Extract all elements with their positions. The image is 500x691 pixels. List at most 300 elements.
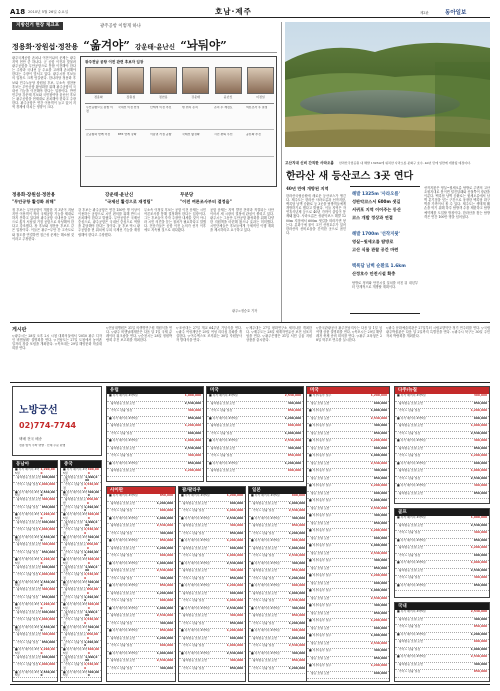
ad-price: 399,000: [373, 424, 387, 427]
ad-price: 2,540,000: [288, 599, 305, 602]
ad-price: 2,540,000: [156, 659, 173, 662]
chart-caption: 광주전남 공항 이전 관련 후보자 입장: [85, 60, 144, 64]
ad-listing: ■ 특가 패키지 4박5일 690,000: [61, 468, 101, 476]
ad-listing: ■ 특가 패키지 4박5일 2,540,000: [13, 626, 57, 634]
ad-price: 1,290,000: [40, 648, 55, 655]
ad-price: 1,290,000: [156, 636, 173, 640]
ad-price: 690,000: [373, 626, 387, 630]
ad-listing: · 가이드 관광 일정 2,540,000: [395, 432, 489, 440]
ad-listing: ■ 특가 패키지 4박5일 2,540,000: [13, 491, 57, 499]
ad-price: 1,990,000: [38, 528, 55, 531]
ad-listing: · 항공 호텔 포함 690,000: [307, 492, 389, 500]
candidate-name: 장원섭: [126, 95, 136, 99]
ad-listing: · 왕복항공 호텔 포함 859,000: [395, 492, 489, 500]
ad-listing: · 왕복항공 호텔 포함 1,990,000: [61, 611, 101, 619]
ad-price: 2,540,000: [370, 416, 387, 420]
ad-listing: ■ 특가 패키지 4박5일 859,000: [395, 539, 489, 547]
ad-listing: ■ 특가 패키지 4박5일 859,000: [107, 629, 175, 637]
ad-price: 690,000: [373, 446, 387, 450]
candidate-name: 강운태: [191, 95, 201, 99]
headline-rule: [12, 52, 277, 53]
noodle-brand: 노방궁선: [19, 405, 58, 416]
ad-price: 1,990,000: [156, 561, 173, 565]
ad-listing: · 항공 호텔 포함 2,540,000: [307, 552, 389, 560]
ad-listing: · 항공 호텔 포함 690,000: [307, 582, 389, 590]
ad-listing: ■ 특가 패키지 4박5일 1,990,000: [107, 439, 203, 447]
ad-price: 690,000: [229, 501, 243, 505]
ad-listing: ■ 특가 패키지 4박5일 1,290,000: [179, 494, 245, 502]
point2: 해발 1700m '선작지왓': [352, 232, 400, 237]
ad-price: 859,000: [41, 640, 55, 644]
ad-listing: · 가이드 관광 일정 2,540,000: [395, 477, 489, 485]
ad-listing: · 왕복항공 호텔 포함 2,540,000: [107, 569, 175, 577]
ad-price: 1,290,000: [370, 664, 387, 667]
ad-listing: · 가이드 관광 일정 1,990,000: [395, 648, 489, 656]
ad-price: 690,000: [41, 655, 55, 659]
ad-listing: · 가이드 관광 일정 690,000: [395, 554, 489, 562]
ad-price: 2,540,000: [156, 614, 173, 617]
ad-listing: · 왕복항공 호텔 포함 2,540,000: [107, 402, 203, 410]
ad-price: 399,000: [41, 498, 55, 501]
candidate-name: 정찬용: [158, 95, 168, 99]
ad-price: 1,290,000: [156, 591, 173, 595]
ad-price: 399,000: [473, 439, 487, 442]
ad-listing: ■ 특가 패키지 4박5일 1,290,000: [13, 648, 57, 656]
ad-price: 690,000: [87, 558, 99, 565]
ad-listing: · 왕복항공 호텔 포함 1,990,000: [395, 469, 489, 477]
ad-listing: · 왕복항공 호텔 포함 1,990,000: [249, 547, 307, 555]
ad-price: 859,000: [291, 524, 305, 527]
ad-listing: · 왕복항공 호텔 포함 690,000: [179, 502, 245, 510]
ad-price: 399,000: [87, 535, 99, 543]
ad-price: 2,540,000: [40, 670, 55, 678]
ad-price: 399,000: [41, 588, 55, 591]
ad-listing: · 가이드 관광 일정 859,000: [179, 622, 245, 630]
ad-price: 399,000: [229, 659, 243, 662]
edition-label: 제2판: [420, 11, 429, 15]
ad-listing: · 항공 호텔 포함 2,540,000: [307, 642, 389, 650]
ad-price: 399,000: [159, 666, 173, 670]
ad-price: 690,000: [373, 581, 387, 585]
ad-listing: · 가이드 관광 일정 399,000: [107, 532, 175, 540]
ad-listing: · 가이드 관광 일정 399,000: [107, 622, 175, 630]
ad-listing: · 왕복항공 호텔 포함 1,990,000: [61, 521, 101, 529]
ad-price: 859,000: [373, 611, 387, 615]
ad-price: 1,290,000: [40, 468, 55, 475]
ad-listing: · 항공 호텔 포함 2,540,000: [307, 417, 389, 425]
ad-listing: · 왕복항공 호텔 포함 1,990,000: [249, 637, 307, 645]
ad-listing: · 왕복항공 호텔 포함 690,000: [395, 640, 489, 648]
ad-listing: · 가이드 관광 일정 1,290,000: [61, 596, 101, 604]
ad-price: 1,290,000: [40, 603, 55, 610]
photo-caption: 고산지대 신비 간직한 사라오름 한라산국립공원 내 해발 1325m에 위치한 사라오름 분화구 호수. 40년 만에 일반에 개방될 예정이다.: [285, 161, 471, 165]
ad-price: 859,000: [41, 505, 55, 509]
article1-body-col5: 공항 문제는 지역 발전 전략과 직결되는 사안이어서 새 시장의 결정에 관심이 쏠리고 있다. 광주시는 그동안 무안공항 활성화를 위해 다양한 지원책을 마련해 왔으나 효과는 미미했다. 시민단체들은 후보들에게 구체적인 이행 계획을 제시하라고 요구하고 있다.: [210, 208, 274, 233]
ad-price: 1,990,000: [370, 454, 387, 457]
ad-price: 399,000: [159, 621, 173, 625]
ad-listing: · 가이드 관광 일정 399,000: [107, 667, 175, 675]
ad-price: 399,000: [187, 409, 201, 412]
ad-price: 399,000: [87, 625, 99, 633]
ad-price: 1,290,000: [84, 640, 99, 648]
ad-listing: ■ 특가 패키지 4박5일 690,000: [249, 629, 307, 637]
ad-listing: · 왕복항공 호텔 포함 859,000: [61, 633, 101, 641]
ad-listing: · 가이드 관광 일정 399,000: [107, 577, 175, 585]
ad-listing: ■ 특가 패키지 4박5일 2,540,000: [179, 517, 245, 525]
ad-price: 1,990,000: [370, 409, 387, 412]
travel-ad-block: [12, 460, 58, 682]
main-headline: [12, 34, 274, 53]
ad-price: 859,000: [229, 576, 243, 580]
ad-price: 1,990,000: [284, 431, 301, 435]
ad-listing: ■ 특가 패키지 4박5일 1,290,000: [179, 539, 245, 547]
ad-listing: · 왕복항공 호텔 포함 690,000: [13, 656, 57, 664]
ad-listing: ■ 특가 패키지 4박5일 399,000: [395, 394, 489, 402]
ad-listing: · 가이드 관광 일정 859,000: [395, 625, 489, 633]
travel-ad-block: [306, 386, 390, 682]
ad-price: 399,000: [373, 559, 387, 562]
notice-col4: ▽제주대는 27일 평화연구소 세미나를 개최한다. ▽제주도는 28일 세계자연유산 보전 심포지엄을 연다. ▽광주은행은 31일 서민 금융 지원 상품을 출시한다.: [246, 326, 312, 343]
candidate-portrait: [85, 67, 112, 94]
headline-quote2: “놔둬야”: [180, 38, 227, 52]
ad-price: 1,290,000: [370, 619, 387, 622]
ad-price: 859,000: [473, 538, 487, 542]
ad-price: 399,000: [473, 662, 487, 666]
ad-listing: · 왕복항공 호텔 포함 399,000: [179, 569, 245, 577]
ad-listing: ■ 특가 패키지 4박5일 399,000: [61, 581, 101, 589]
ad-price: 859,000: [86, 498, 99, 505]
ad-listing: ■ 특가 패키지 4박5일 859,000: [107, 494, 175, 502]
ad-listing: ■ 특가 패키지 4박5일 2,540,000: [179, 607, 245, 615]
ad-price: 690,000: [87, 603, 99, 610]
ad-listing: ■ 특가 패키지 4박5일 690,000: [249, 584, 307, 592]
ad-listing: ■ 특가 패키지 4박5일 1,290,000: [207, 462, 303, 470]
ad-price: 1,290,000: [284, 461, 301, 465]
ad-listing: · 왕복항공 호텔 포함 1,990,000: [395, 424, 489, 432]
ad-listing: ■ 특가 패키지 4박5일 1,990,000: [107, 394, 203, 402]
ad-listing: · 왕복항공 호텔 포함 399,000: [395, 618, 489, 626]
ad-listing: · 항공 호텔 포함 859,000: [307, 477, 389, 485]
notice-col3: ▽조선대는 27일 개교 64주년 기념식을 연다. ▽광주 여성재단은 29일 여성 리더십 강좌를 개설한다. ▽여수엑스포 조직위는 30일 자원봉사자 발대식을 연다.: [176, 326, 242, 343]
ad-listing: · 가이드 관광 일정 399,000: [107, 454, 203, 462]
ad-listing: ■ 특가 패키지 4박5일 2,540,000: [207, 439, 303, 447]
ad-listing: · 왕복항공 호텔 포함 399,000: [13, 543, 57, 551]
ad-price: 690,000: [41, 610, 55, 614]
ad-listing: ■ 서부/동부 일주 1,290,000: [307, 574, 389, 582]
ad-block-title: 골프: [395, 509, 489, 516]
point2b: 영실~윗세오름 탐방로: [352, 239, 394, 244]
ad-listing: ■ 특가 패키지 4박5일 859,000: [107, 462, 203, 470]
ad-price: 1,290,000: [40, 513, 55, 520]
ad-price: 1,290,000: [288, 621, 305, 625]
ad-listing: ■ 특가 패키지 4박5일 1,290,000: [207, 417, 303, 425]
ad-price: 1,990,000: [184, 394, 201, 397]
ad-price: 859,000: [229, 666, 243, 670]
ad-price: 690,000: [87, 468, 99, 475]
candidate-portrait: [117, 67, 144, 94]
article2-body-col2: 선작지왓은 영실~윗세오름 탐방로 주변의 고산 초원지대로 봄이면 털진달래와 산철쭉이 장관을 이룬다. 백록담 남벽 순환로는 윗세오름에서 남벽 분기점을 잇는 구간으로 웅장한 백록담 화구벽을 가까이서 볼 수 있다. 제주도는 생태계 훼손을 막기 위해 하루 탐방객 수를 제한하고 탐방 예약제를 도입할 방침이다. 한라산을 찾는 탐방객은 연간 100만 명을 넘어섰다.: [424, 186, 490, 219]
ad-listing: · 가이드 관광 일정 1,290,000: [395, 454, 489, 462]
ad-listing: · 왕복항공 호텔 포함 859,000: [249, 614, 307, 622]
ad-listing: ■ 서부/동부 일주 1,290,000: [307, 394, 389, 402]
ad-price: 2,540,000: [370, 596, 387, 600]
ad-price: 690,000: [87, 513, 99, 520]
ad-listing: · 가이드 관광 일정 859,000: [13, 596, 57, 604]
ad-listing: · 왕복항공 호텔 포함 1,290,000: [107, 502, 175, 510]
ad-listing: · 가이드 관광 일정 690,000: [107, 599, 175, 607]
ad-price: 1,290,000: [40, 558, 55, 565]
ad-price: 690,000: [229, 546, 243, 550]
ad-price: 690,000: [41, 565, 55, 569]
ad-price: 2,540,000: [184, 401, 201, 405]
ad-price: 399,000: [229, 614, 243, 617]
travel-ad-block: [394, 508, 490, 598]
ad-listing: · 왕복항공 호텔 포함 399,000: [13, 498, 57, 506]
ad-price: 1,990,000: [470, 424, 487, 427]
candidate-name: 정용화: [94, 95, 103, 99]
point1: 해발 1325m '사라오름': [352, 192, 400, 197]
ad-listing: · 가이드 관광 일정 2,540,000: [61, 528, 101, 536]
travel-ad-block: [178, 486, 246, 682]
ad-listing: · 왕복항공 호텔 포함 1,290,000: [107, 547, 175, 555]
ad-price: 1,990,000: [85, 610, 98, 618]
ad-price: 690,000: [473, 553, 487, 557]
ad-price: 1,990,000: [226, 509, 243, 512]
ad-listing: ■ 특가 패키지 4박5일 859,000: [107, 584, 175, 592]
ad-price: 2,540,000: [40, 580, 55, 588]
ad-listing: ■ 특가 패키지 4박5일 399,000: [249, 607, 307, 615]
ad-listing: · 왕복항공 호텔 포함 399,000: [13, 588, 57, 596]
ad-price: 690,000: [87, 648, 99, 655]
ad-listing: ■ 서부/동부 일주 1,290,000: [307, 664, 389, 672]
ad-listing: ■ 특가 패키지 4박5일 1,290,000: [13, 513, 57, 521]
ad-price: 399,000: [373, 604, 387, 607]
lake-photo: [285, 22, 490, 147]
ad-listing: · 왕복항공 호텔 포함 399,000: [179, 659, 245, 667]
ad-listing: · 가이드 관광 일정 1,290,000: [249, 532, 307, 540]
ad-price: 1,290,000: [370, 574, 387, 577]
ad-listing: · 가이드 관광 일정 2,540,000: [61, 618, 101, 626]
ad-listing: · 항공 호텔 포함 859,000: [307, 432, 389, 440]
photo-caption-title: 고산지대 신비 간직한 사라오름: [285, 161, 334, 165]
ad-price: 1,990,000: [38, 663, 55, 666]
point3b: 산정호수 안전시설 확충: [352, 271, 396, 276]
ad-listing: · 가이드 관광 일정 2,540,000: [249, 554, 307, 562]
column-divider: [281, 22, 282, 322]
ad-price: 399,000: [473, 531, 487, 534]
ad-price: 2,540,000: [184, 446, 201, 450]
ads-rule: [10, 382, 490, 383]
ad-listing: ■ 특가 패키지 4박5일 690,000: [395, 462, 489, 470]
ad-listing: ■ 서부/동부 일주 1,990,000: [307, 409, 389, 417]
ad-price: 1,990,000: [156, 651, 173, 655]
ad-listing: · 가이드 관광 일정 859,000: [13, 506, 57, 514]
ad-listing: ■ 특가 패키지 4박5일 2,540,000: [179, 652, 245, 660]
travel-ad-block: [394, 602, 490, 682]
subhead-3: 무분당 "이전 여론조사부터 결정을": [180, 193, 232, 204]
ad-listing: ■ 특가 패키지 4박5일 399,000: [395, 439, 489, 447]
ad-block-title: 괌/팔라우: [179, 487, 245, 494]
ad-price: 1,990,000: [85, 565, 98, 573]
notice-col2: ▽전남대병원은 31일 의생명연구원 개원식을 연다. ▽광주 비엔날레재단은 다음 달 1일 국제 큐레이터 워크숍을 연다. ▽순천시는 28일 정원박람회 추진 보고회를 개최한다.: [106, 326, 172, 343]
ad-price: 399,000: [291, 516, 305, 520]
ad-listing: ■ 서부/동부 일주 399,000: [307, 514, 389, 522]
ad-price: 2,540,000: [370, 551, 387, 555]
ad-listing: · 왕복항공 호텔 포함 1,990,000: [249, 502, 307, 510]
ad-price: 859,000: [187, 461, 201, 465]
ad-listing: ■ 서부/동부 일주 1,990,000: [307, 634, 389, 642]
article2-body-col1: 한라산국립공원에 새로운 등산코스가 생긴다. 제주도는 한라산 사라오름과 선작지왓, 백록담 남벽 순환로 등 3곳을 탐방객들에게 개방하기로 했다고 밝혔다. 이들 지역은 자연휴식년제 등으로 40년 가까이 출입이 통제돼 왔다. 사라오름은 성판악코스 해발 1200m 지점에서 600m 샛길을 따라가면 닿는다. 분화구에 물이 고인 산정호수가 있어 한라산의 신비로움을 간직한 곳으로 꼽힌다.: [286, 194, 346, 235]
ad-listing: ■ 서부/동부 일주 1,990,000: [307, 499, 389, 507]
ad-listing: ■ 특가 패키지 4박5일 1,290,000: [13, 603, 57, 611]
ad-listing: ■ 특가 패키지 4박5일 690,000: [249, 539, 307, 547]
ad-price: 859,000: [41, 550, 55, 554]
ad-block-title: 중국: [61, 461, 101, 468]
ad-price: 1,290,000: [370, 529, 387, 532]
ad-listing: · 항공 호텔 포함 859,000: [307, 612, 389, 620]
ad-price: 859,000: [473, 446, 487, 450]
ad-price: 690,000: [373, 401, 387, 405]
ad-price: 859,000: [86, 543, 99, 550]
ad-listing: · 왕복항공 호텔 포함 859,000: [395, 447, 489, 455]
headline-quote1: “옮겨야”: [83, 38, 130, 52]
ad-price: 1,290,000: [370, 484, 387, 487]
candidate-names: [85, 96, 274, 100]
ad-price: 1,990,000: [470, 516, 487, 519]
noodle-ad: 노방궁선 02)774-7744 택배 전국 배송 전통 방식 수타 면발 · 단체 주문 환영: [12, 386, 102, 456]
ad-price: 1,290,000: [156, 501, 173, 505]
ad-price: 859,000: [373, 521, 387, 525]
ad-price: 2,540,000: [84, 663, 99, 670]
ad-listing: · 왕복항공 호텔 포함 690,000: [13, 476, 57, 484]
ad-price: 859,000: [159, 584, 173, 587]
ad-price: 2,540,000: [370, 461, 387, 465]
ad-listing: · 가이드 관광 일정 1,290,000: [249, 622, 307, 630]
ad-price: 2,540,000: [470, 523, 487, 527]
ad-price: 859,000: [229, 621, 243, 625]
ad-listing: · 왕복항공 호텔 포함 2,540,000: [107, 614, 175, 622]
ad-listing: · 왕복항공 호텔 포함 1,290,000: [107, 469, 203, 477]
ad-listing: · 왕복항공 호텔 포함 1,990,000: [61, 566, 101, 574]
ad-price: 399,000: [291, 651, 305, 655]
ad-price: 859,000: [159, 629, 173, 632]
candidates-panel: [80, 56, 277, 187]
ad-block-title: 동남아: [13, 461, 57, 468]
ad-price: 2,540,000: [288, 644, 305, 647]
article1-body-col1: 광주국제공항 존치냐 이전이냐의 문제는 광주지역 현안 중 하나다. 군 공항 이전과 맞물려 광주공항을 무안공항으로 통합 이전해야 한다는 주장과 국내선 등 수요를 고려해 존치해야 한다는 주장이 맞서고 있다. 광주시장 후보들의 입장도 크게 엇갈린다. 한나라당 정용화 후보와 민주노동당 장원섭 후보, 무소속 정찬용 후보는 무안공항 활성화를 위해 광주공항의 국내선 기능을 이전해야 한다는 입장이다. 반면 민주당 강운태 후보와 국민참여당 윤난신 후보는 광주공항을 현재대로 존치해야 한다고 주장한다. 광주공항은 연간 이용객이 늘고 있어 지역 경제에 미치는 영향이 크다.: [12, 56, 76, 110]
ad-price: 859,000: [373, 656, 387, 660]
ad-price: 690,000: [41, 475, 55, 479]
ad-price: 1,290,000: [370, 439, 387, 442]
ad-listing: ■ 서부/동부 일주 1,990,000: [307, 454, 389, 462]
ad-price: 399,000: [473, 617, 487, 621]
ad-price: 399,000: [159, 576, 173, 580]
ad-price: 690,000: [187, 431, 201, 435]
ad-listing: ■ 서부/동부 일주 399,000: [307, 649, 389, 657]
ad-price: 1,290,000: [226, 494, 243, 497]
ad-price: 2,540,000: [226, 606, 243, 610]
point1b: 성판악코스서 600m 샛길: [352, 199, 401, 204]
ad-listing: ■ 서부/동부 일주 1,990,000: [307, 589, 389, 597]
ad-listing: ■ 특가 패키지 4박5일 399,000: [61, 536, 101, 544]
ad-listing: · 가이드 관광 일정 859,000: [13, 551, 57, 559]
stance-grid: 무안공항으로 통합 이전 국내선 이전 찬성 단계적 이전 추진 현 위치 존치 존치 후 재검토 여론조사 후 결정 군공항과 함께 이전 KTX 연계 강화 서남권 거점 공항 국제선 활성화 시민 편의 우선 공론화 추진: [85, 103, 274, 183]
ad-listing: ■ 특가 패키지 4박5일 399,000: [61, 491, 101, 499]
candidate-portrait: [182, 67, 209, 94]
notice-col1: ▽광주시는 28일 오후 2시 시청 대회의실에서 '2010 광주 디자인 비엔날레' 설명회를 연다. ▽전남도는 27일 도청에서 농어촌 일자리 창출 포럼을 개최한다. ▽목포대는 29일 해양문화 학술대회를 연다.: [12, 334, 102, 351]
ad-listing: ■ 특가 패키지 4박5일 2,540,000: [395, 655, 489, 663]
ad-listing: ■ 특가 패키지 4박5일 1,290,000: [179, 629, 245, 637]
candidate-portrait: [247, 67, 274, 94]
ad-price: 859,000: [159, 494, 173, 497]
ad-price: 399,000: [373, 649, 387, 652]
ad-listing: · 가이드 관광 일정 1,290,000: [249, 577, 307, 585]
ad-listing: · 왕복항공 호텔 포함 399,000: [179, 524, 245, 532]
ad-listing: · 가이드 관광 일정 1,990,000: [179, 509, 245, 517]
footer-rule: [10, 684, 490, 685]
ad-price: 1,990,000: [288, 501, 305, 505]
ad-price: 2,540,000: [84, 483, 99, 490]
ad-price: 2,540,000: [84, 573, 99, 580]
ad-listing: · 왕복항공 호텔 포함 859,000: [61, 498, 101, 506]
travel-ad-block: [106, 486, 176, 682]
ad-price: 690,000: [373, 536, 387, 540]
ad-price: 399,000: [159, 531, 173, 535]
ad-listing: · 왕복항공 호텔 포함 859,000: [249, 569, 307, 577]
subhead-1: 정용화·장원섭·정찬용 "무안공항 활성화 위해": [12, 193, 56, 204]
ad-listing: · 가이드 관광 일정 2,540,000: [249, 599, 307, 607]
ad-listing: · 가이드 관광 일정 1,990,000: [13, 528, 57, 536]
point3: 백록담 남벽 순환로 1.6km: [352, 264, 406, 269]
ad-listing: · 왕복항공 호텔 포함 1,290,000: [107, 592, 175, 600]
ad-price: 690,000: [291, 629, 305, 632]
ad-price: 399,000: [87, 490, 99, 498]
ad-price: 690,000: [159, 644, 173, 647]
ad-price: 2,540,000: [470, 610, 487, 613]
section-rule: [10, 322, 490, 323]
ad-price: 1,990,000: [38, 483, 55, 486]
ad-price: 859,000: [287, 409, 301, 412]
ad-listing: ■ 특가 패키지 4박5일 2,540,000: [395, 610, 489, 618]
ad-price: 1,990,000: [85, 520, 98, 528]
ad-listing: · 항공 호텔 포함 2,540,000: [307, 507, 389, 515]
ad-price: 859,000: [373, 476, 387, 480]
ad-listing: ■ 특가 패키지 4박5일 690,000: [61, 513, 101, 521]
pull-quote-box: 해발 1325m '사라오름' 성판악코스서 600m 샛길 서귀포 지역 이어주는 등산 코스 개발 정상과 연결 해발 1700m '선작지왓' 영실~윗세오름 탐방로 고산 식물 관찰 공간 마련 백록담 남벽 순환로 1.6km 산정호수 안전시설 확충 탐방로 정비와 안전시설 설치를 마친 뒤 내년부터 단계적으로 개방할 계획이다.: [350, 186, 420, 314]
ad-price: 2,540,000: [370, 641, 387, 645]
ad-block-title: 미국: [207, 387, 303, 394]
ad-listing: ■ 서부/동부 일주 399,000: [307, 604, 389, 612]
ad-listing: · 가이드 관광 일정 1,990,000: [179, 644, 245, 652]
ad-price: 859,000: [86, 588, 99, 595]
ad-price: 1,290,000: [288, 666, 305, 670]
ad-price: 690,000: [229, 591, 243, 595]
ad-listing: ■ 특가 패키지 4박5일 399,000: [249, 562, 307, 570]
ad-price: 2,540,000: [226, 651, 243, 655]
ad-listing: ■ 서부/동부 일주 1,990,000: [307, 544, 389, 552]
ad-price: 859,000: [373, 566, 387, 570]
ad-listing: · 왕복항공 호텔 포함 690,000: [13, 566, 57, 574]
ad-listing: · 가이드 관광 일정 1,990,000: [179, 599, 245, 607]
ad-price: 690,000: [373, 671, 387, 675]
ad-price: 2,540,000: [40, 490, 55, 498]
ad-price: 399,000: [473, 394, 487, 397]
travel-ad-block: [248, 486, 308, 682]
ad-price: 399,000: [187, 454, 201, 457]
ad-listing: · 가이드 관광 일정 1,290,000: [61, 551, 101, 559]
ad-price: 1,290,000: [470, 632, 487, 636]
ad-price: 1,290,000: [370, 394, 387, 397]
